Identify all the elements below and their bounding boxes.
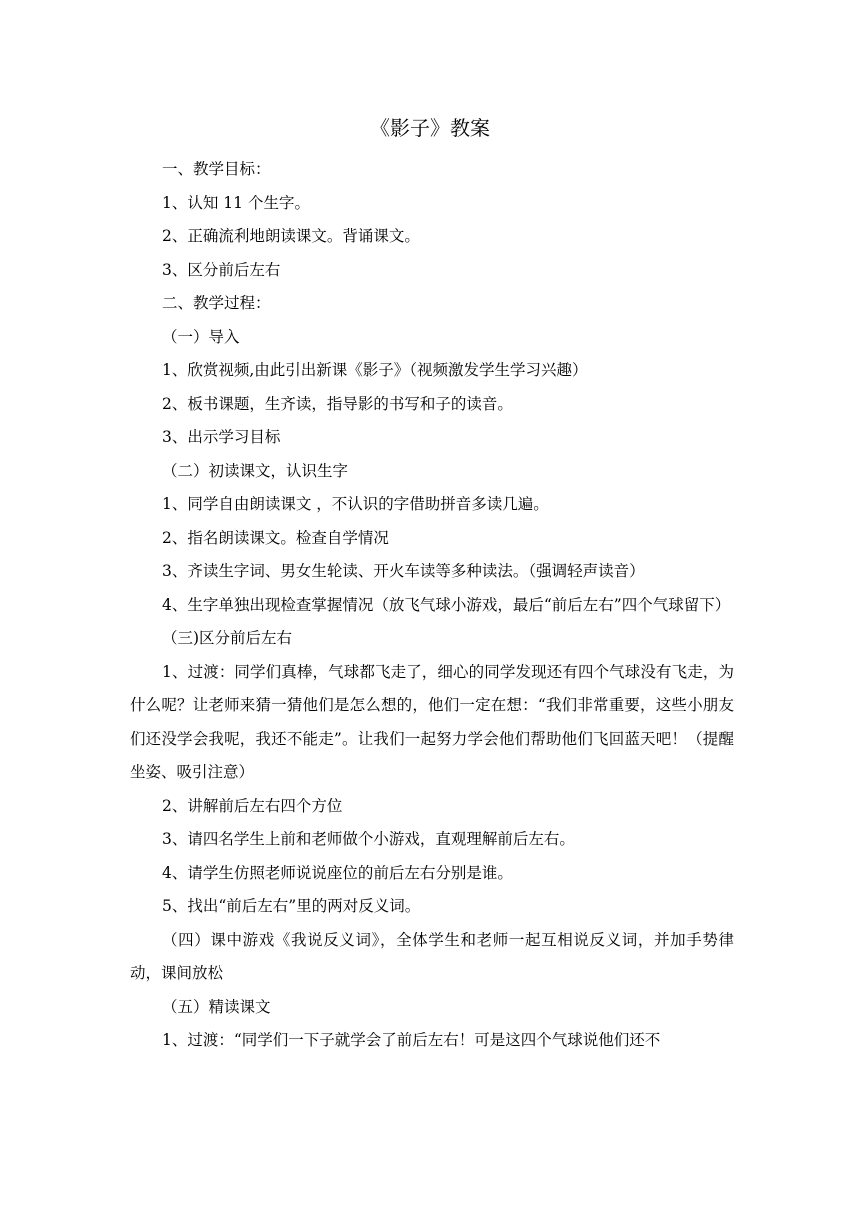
process-item: 2、讲解前后左右四个方位 [162,796,343,815]
heading-teaching-process: 二、教学过程： [162,294,271,312]
section-heading: （四）课中游戏《我说反义词》，全体学生和老师一起互相说反义词，并加手势律动，课间放松 [130,930,734,982]
heading-teaching-goals: 一、教学目标： [162,160,271,178]
section-heading: （五）精读课文 [162,997,271,1016]
goal-item: 2、正确流利地朗读课文。背诵课文。 [162,227,420,245]
process-item: 3、出示学习目标 [162,428,281,446]
process-item: 4、请学生仿照老师说说座位的前后左右分别是谁。 [162,863,513,882]
process-item: 3、齐读生字词、男女生轮读、开火车读等多种读法。（强调轻声读音） [162,562,645,580]
document-body [130,153,734,1058]
process-item: 1、过渡：“同学们一下子就学会了前后左右！可是这四个气球说他们还不 [162,1031,661,1049]
goal-item: 3、区分前后左右 [162,260,281,279]
section-heading: （三)区分前后左右 [162,629,293,647]
process-item: 1、欣赏视频,由此引出新课《影子》（视频激发学生学习兴趣） [162,361,588,379]
document-title: 《影子》教案 [370,116,490,140]
section-heading: （一）导入 [162,327,240,346]
process-item: 2、指名朗读课文。检查自学情况 [162,528,389,547]
process-item: 4、生字单独出现检查掌握情况（放飞气球小游戏，最后“前后左右”四个气球留下） [162,595,731,614]
process-item: 1、过渡：同学们真棒，气球都飞走了，细心的同学发现还有四个气球没有飞走，为什么呢？让老师来猜一猜他们是怎么想的，他们一定在想：“我们非常重要，这些小朋友们还没学会我呢，我还不能走”。让我们一起努力学会他们帮助他们飞回蓝天吧！（提醒坐姿、吸引注意） [130,662,734,781]
process-item: 2、板书课题，生齐读，指导影的书写和子的读音。 [162,394,513,413]
process-item: 5、找出“前后左右”里的两对反义词。 [162,897,421,915]
process-item: 1、同学自由朗读课文 ，不认识的字借助拼音多读几遍。 [162,495,549,513]
goal-item: 1、认知 11 个生字。 [162,193,310,212]
process-item: 3、请四名学生上前和老师做个小游戏，直观理解前后左右。 [162,830,575,848]
section-heading: （二）初读课文，认识生字 [162,461,349,480]
